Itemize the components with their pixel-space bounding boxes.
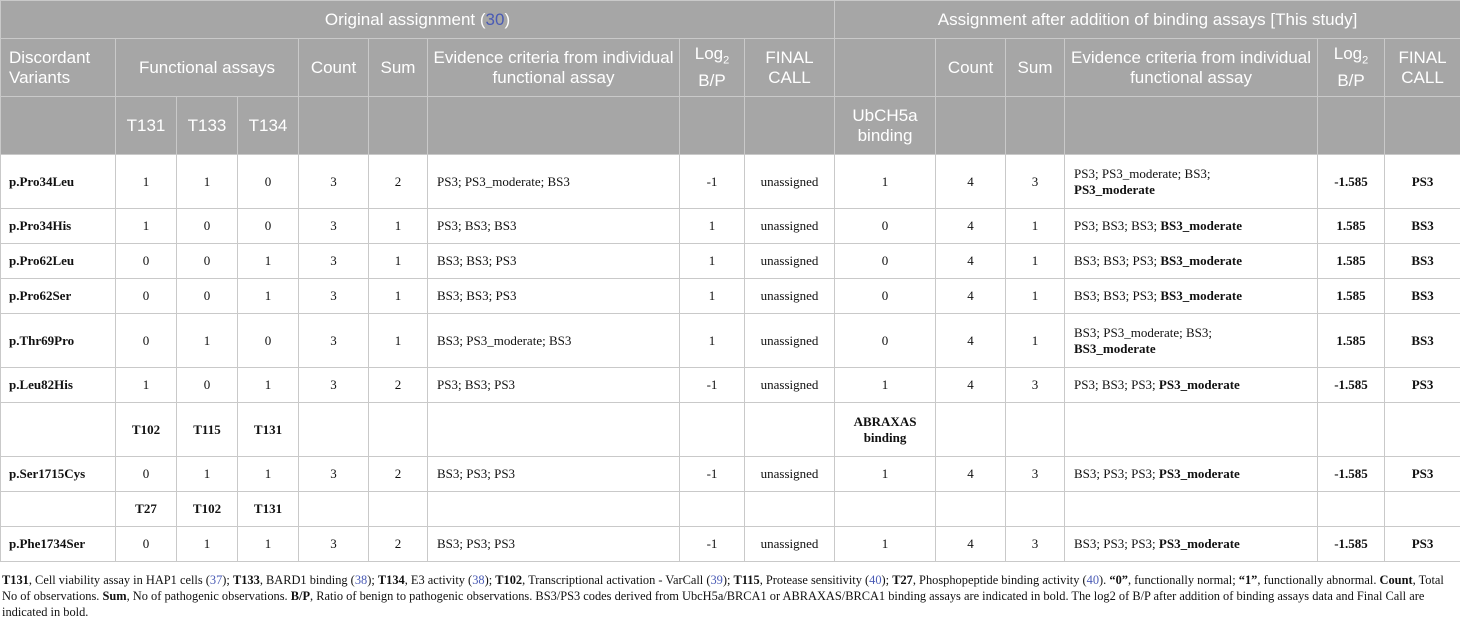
final-call-header: FINAL CALL bbox=[745, 39, 835, 97]
subheader-row: T27 T102 T131 bbox=[1, 492, 1460, 527]
citation-link[interactable]: 38 bbox=[354, 573, 368, 587]
table-row: p.Phe1734Ser 0 1 1 3 2 BS3; PS3; PS3 -1 unassigned 1 4 3 BS3; PS3; PS3; PS3_moderate -1.585 PS3 bbox=[1, 527, 1460, 562]
table-footnote: T131, Cell viability assay in HAP1 cells (37); T133, BARD1 binding (38); T134, E3 activity (38); T102, Transcriptional activation - VarCall (39); T115, Protease sensitivity (40); T27, Phosphopeptide binding activity (40). “0”, functionally normal; “1”, functionally abnormal. Count, Total No of observations. Sum, No of pathogenic observations. B/P, Ratio of benign to pathogenic observations. BS3/PS3 codes derived from UbcH5a/BRCA1 or ABRAXAS/BRCA1 binding assays are indicated in bold. The log2 of B/P after addition of binding assays data and Final Call are indicated in bold. bbox=[2, 573, 1444, 619]
new-evidence-header: Evidence criteria from individual functional assay bbox=[1065, 39, 1318, 97]
table-row: p.Pro34Leu 1 1 0 3 2 PS3; PS3_moderate; BS3 -1 unassigned 1 4 3 PS3; PS3_moderate; BS3; PS3_moderate -1.585 PS3 bbox=[1, 155, 1460, 209]
discordant-variants-header: Discordant Variants bbox=[1, 39, 116, 97]
new-final-call-header: FINAL CALL bbox=[1385, 39, 1460, 97]
sum-header: Sum bbox=[369, 39, 428, 97]
table-row: p.Thr69Pro 0 1 0 3 1 BS3; PS3_moderate; BS3 1 unassigned 0 4 1 BS3; PS3_moderate; BS3; BS3_moderate 1.585 BS3 bbox=[1, 314, 1460, 368]
table-row: p.Ser1715Cys 0 1 1 3 2 BS3; PS3; PS3 -1 unassigned 1 4 3 BS3; PS3; PS3; PS3_moderate -1.585 PS3 bbox=[1, 457, 1460, 492]
evidence-header: Evidence criteria from individual functional assay bbox=[428, 39, 680, 97]
ubch5a-binding-header: UbCH5a binding bbox=[835, 97, 936, 155]
log2-header: Log$_2$ B/P bbox=[680, 39, 745, 97]
assay-t133-header: T133 bbox=[177, 97, 238, 155]
citation-link[interactable]: 37 bbox=[209, 573, 223, 587]
binding-header-blank bbox=[835, 39, 936, 97]
blank-header bbox=[1, 97, 116, 155]
table-row: p.Pro34His 1 0 0 3 1 PS3; BS3; BS3 1 unassigned 0 4 1 PS3; BS3; BS3; BS3_moderate 1.585 BS3 bbox=[1, 209, 1460, 244]
subheader-row: T102 T115 T131 ABRAXAS binding bbox=[1, 403, 1460, 457]
new-count-header: Count bbox=[936, 39, 1006, 97]
table-row: p.Leu82His 1 0 1 3 2 PS3; BS3; PS3 -1 unassigned 1 4 3 PS3; BS3; PS3; PS3_moderate -1.585 PS3 bbox=[1, 368, 1460, 403]
assay-t131-header: T131 bbox=[116, 97, 177, 155]
citation-link[interactable]: 38 bbox=[472, 573, 485, 587]
citation-link[interactable]: 39 bbox=[710, 573, 723, 587]
count-header: Count bbox=[299, 39, 369, 97]
original-assignment-header: Original assignment (30) bbox=[1, 1, 835, 39]
table-row: p.Pro62Ser 0 0 1 3 1 BS3; BS3; PS3 1 unassigned 0 4 1 BS3; BS3; PS3; BS3_moderate 1.585 BS3 bbox=[1, 279, 1460, 314]
new-log2-header: Log$_2$ B/P bbox=[1318, 39, 1385, 97]
functional-assays-header: Functional assays bbox=[116, 39, 299, 97]
citation-link[interactable]: 30 bbox=[485, 9, 505, 29]
citation-link[interactable]: 40 bbox=[1086, 573, 1100, 587]
assay-t134-header: T134 bbox=[238, 97, 299, 155]
citation-link[interactable]: 40 bbox=[869, 573, 882, 587]
after-assignment-header: Assignment after addition of binding assays [This study] bbox=[835, 1, 1460, 39]
table-row: p.Pro62Leu 0 0 1 3 1 BS3; BS3; PS3 1 unassigned 0 4 1 BS3; BS3; PS3; BS3_moderate 1.585 BS3 bbox=[1, 244, 1460, 279]
new-sum-header: Sum bbox=[1006, 39, 1065, 97]
